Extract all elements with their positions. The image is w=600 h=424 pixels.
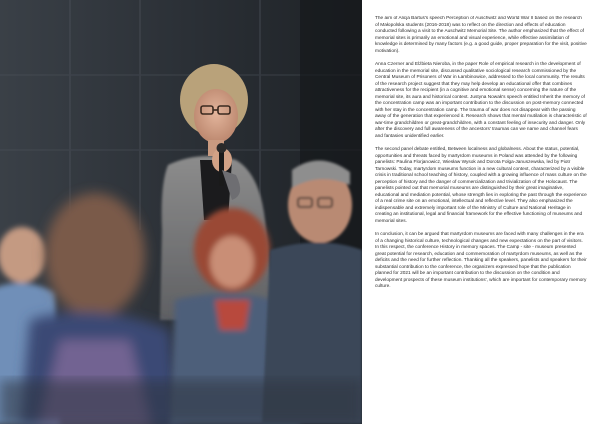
article-text (375, 16, 587, 416)
paragraph-1: The aim of Alicja Bartuś's speech Perception of Auschwitz and World War II based on the research of Małopolska students (2016-2018) was to reflect on the direction and effects of education conducted following a visit to the Auschwitz Memorial Site. The author emphasized that the effect of memorial sites is primarily an emotional and visual experience, while effective assimilation of knowledge is determined by many factors (e.g. a good guide, proper preparation for the visit, positive motivation). (375, 16, 587, 54)
paragraph-2: Anna Czerner and Elżbieta Nieroba, in the paper Role of empirical research in the development of education in the memorial site, discussed qualitative sociological research commissioned by the Central Museum of Prisoners of War in Łambinowice, addressed to the local community. The results of the research project suggest that they may help develop an educational offer that combines attractiveness for the recipient (in a cognitive and emotional sense) concerning the nature of the memorial site, its aura and historical context. Justyna Nowak's speech entitled Inherit the memory of the concentration camp was an important contribution to the discussion on post-memory connected with her stay in the concentration camp. The trauma of war does not disappear with the passing away of the generation that experienced it. Research shows that mental mutilation is characteristic of war-time grandchildren or great-grandchildren, with a constant feeling of insecurity and danger. Only after the discovery and full awareness of the ancestors' traumas can we name and channel fears and fantasies unidentified earlier. (375, 62, 587, 139)
paragraph-4: In conclusion, it can be argued that martyrdom museums are faced with many challenges in the era of a changing historical culture, technological changes and new expectations on the part of visitors. In this respect, the conference History in memory spaces. The Camp - site - museum presented great potential for research, education and commemoration of martyrdom museums, as well as the deficits and the need for further reflection. Thanking all the speakers, panelists and speakers for their substantial contribution to the conference, the organizers expressed hope that the publication planned for 2021 will be an important contribution to the discussion on the condition and development prospects of these museum institutions', which are important for contemporary memory culture. (375, 232, 587, 289)
paragraph-3: The second panel debate entitled, Between localness and globalness. About the status, potential, opportunities and threats faced by martyrdom museums in Poland was attended by the following panelists: Paulina Florjanowicz, Wiesław Wysok and Dorota Folga-Januszewska, led by Piotr Tarnowski. Today, martyrdom museums function in a new cultural context, characterized by a visible crisis in traditional school teaching of history, coupled with a growing influence of mass culture on the perception of history and the danger of commercialization and trivialization of the Holocaust. The panelists pointed out that memorial museums are distinguished by their great imaginative, educational and mediation potential, whose strength lies in exploring the past through the experience of a real crime site on an emotional, intellectual and reflective level. They also emphasized the indispensable and extremely important role of the Ministry of Culture and National Heritage in creating an institutional, legal and financial framework for the effective functioning of museums and memorial sites. (375, 147, 587, 224)
